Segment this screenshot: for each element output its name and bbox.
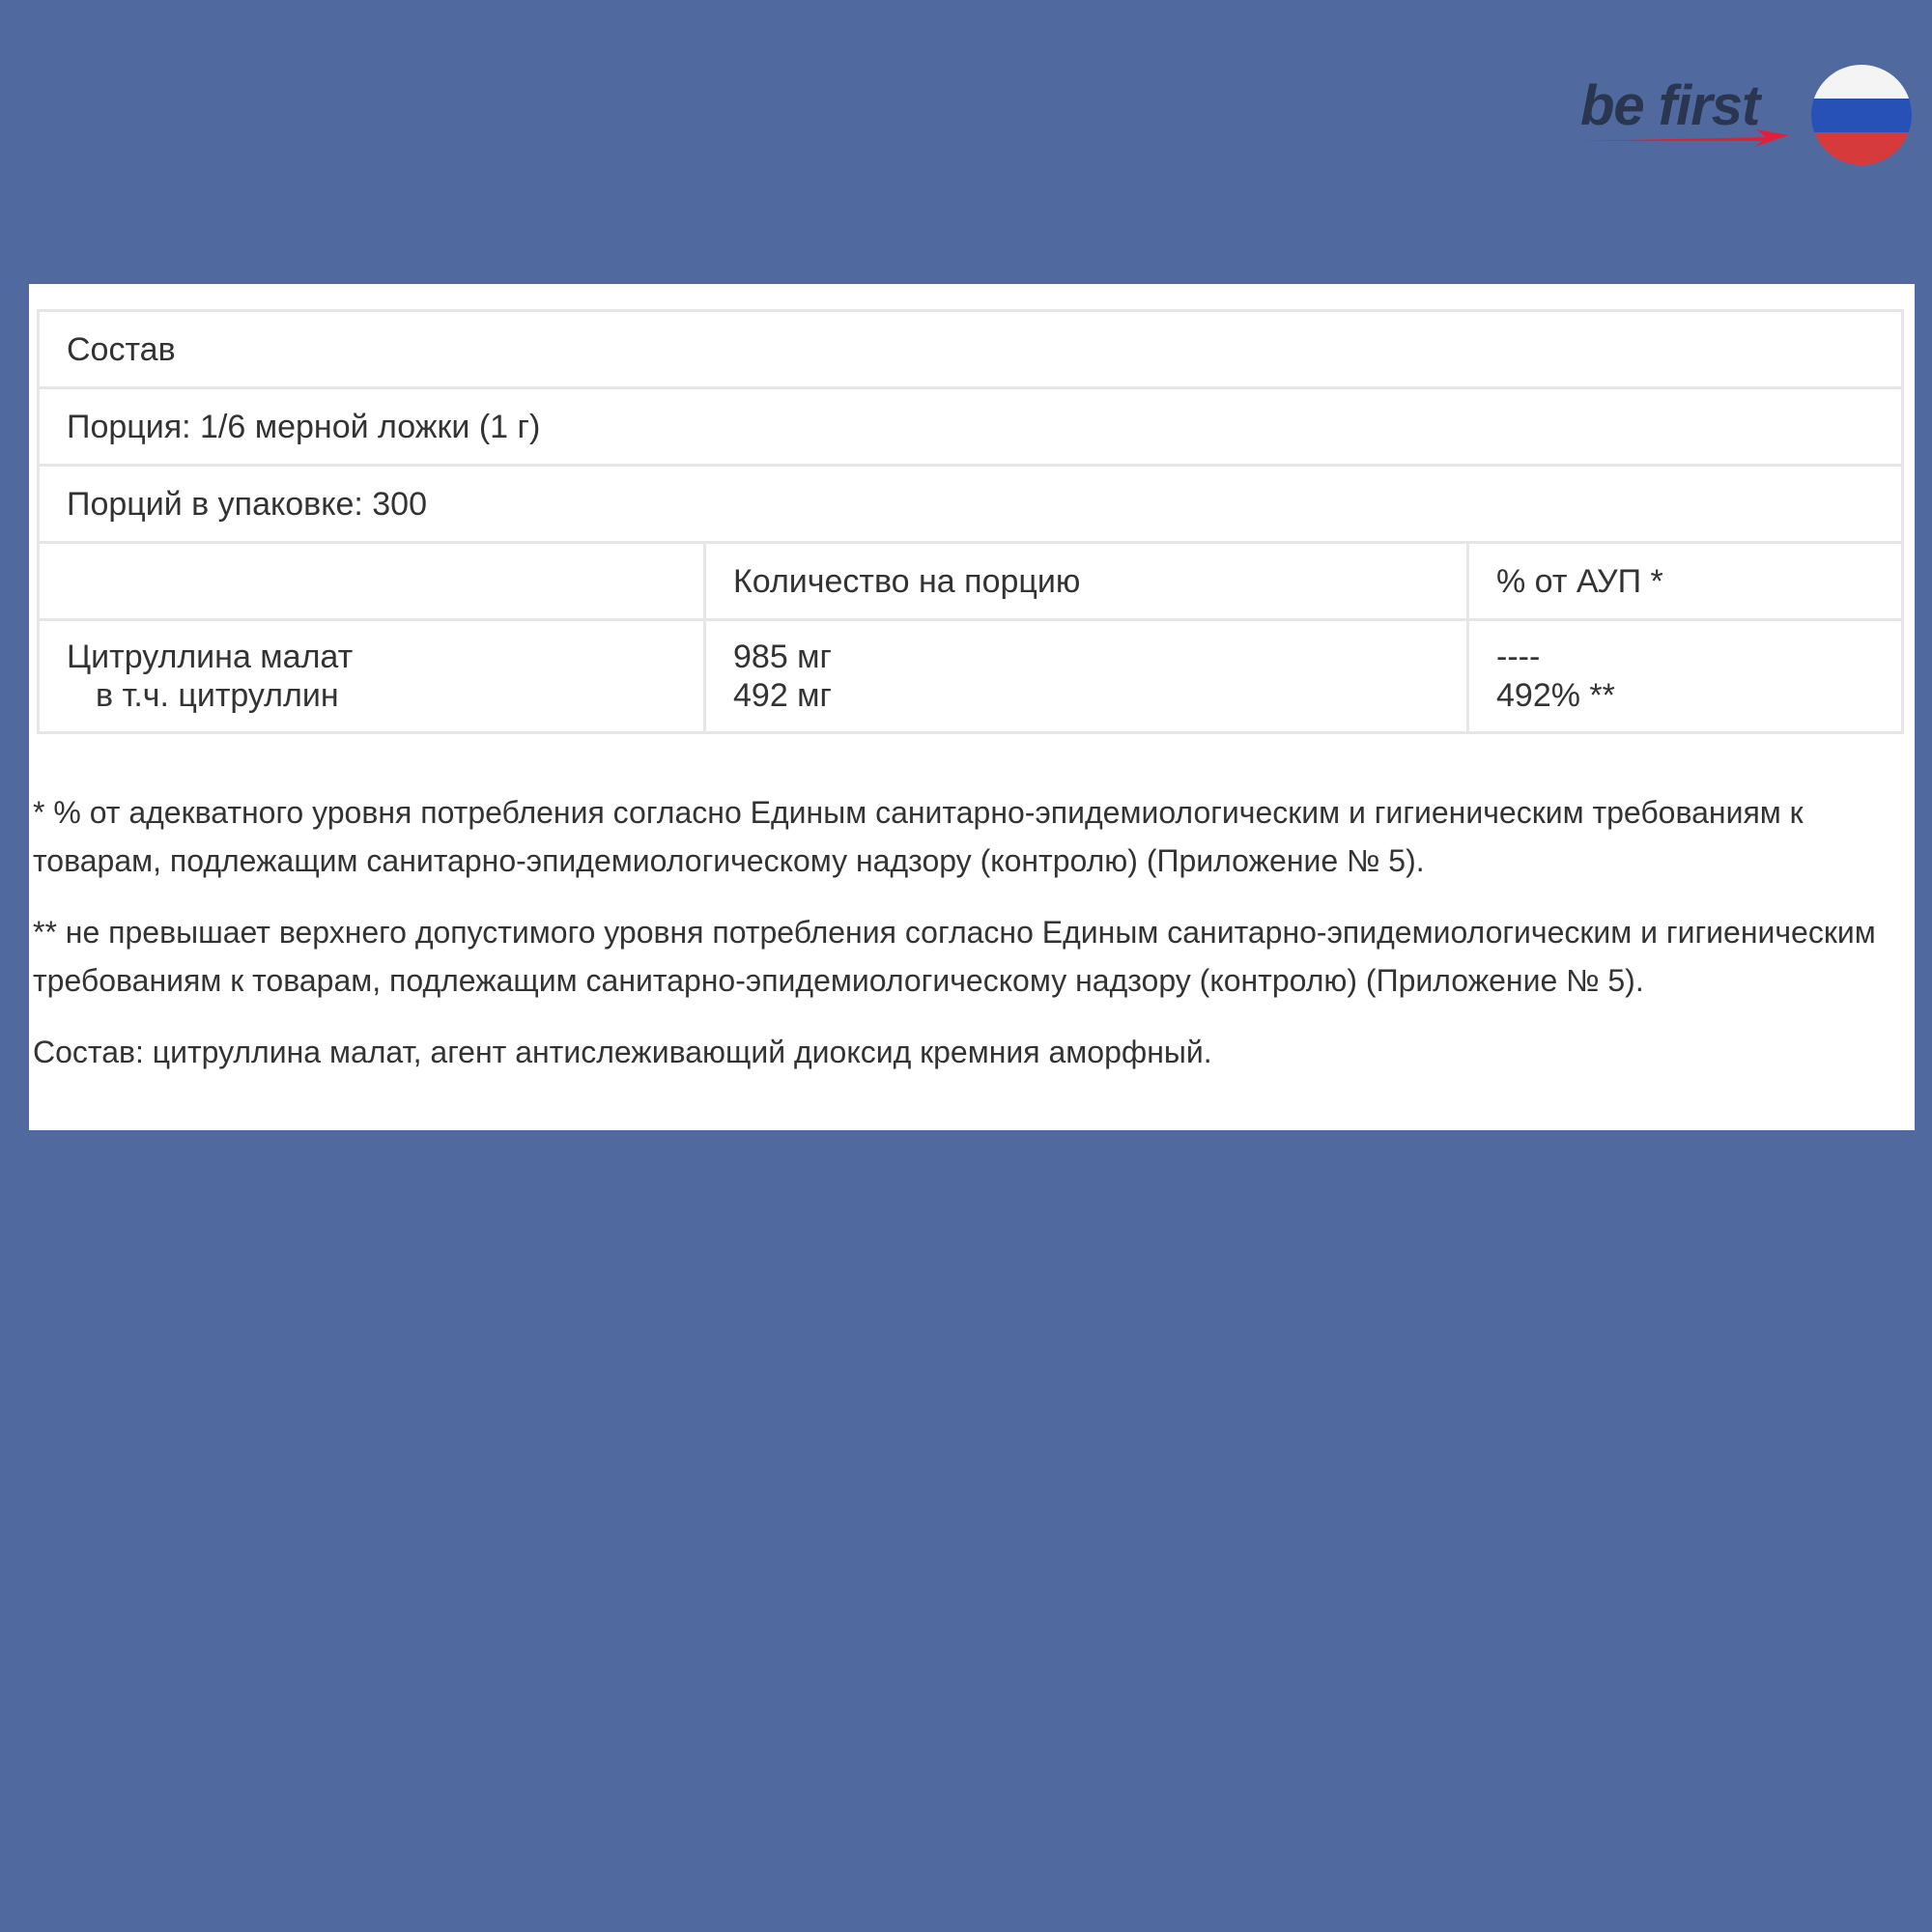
table-row	[39, 466, 1903, 543]
composition-panel	[29, 284, 1915, 1130]
table-row	[39, 388, 1903, 466]
footnote-2: ** не превышает верхнего допустимого уровня потребления согласно Единым санитарно-эпидемиологическим и гигиеническим требованиям к товарам, подлежащим санитарно-эпидемиологическому надзору (контролю) (Приложение № 5).	[33, 915, 1876, 998]
table-row	[39, 620, 1903, 733]
ingredient-percent: ----	[1496, 639, 1541, 675]
ingredient-subpercent: 492% **	[1496, 677, 1615, 714]
serving-size: Порция: 1/6 мерной ложки (1 г)	[39, 388, 1903, 466]
brand-logo	[1575, 64, 1913, 166]
amount-cell	[705, 620, 1468, 733]
ingredient-amount: 985 мг	[733, 639, 832, 675]
percent-cell	[1468, 620, 1903, 733]
table-row	[39, 311, 1903, 388]
ingredient-name: Цитруллина малат	[67, 639, 354, 675]
header-empty	[39, 543, 705, 620]
composition-table	[37, 309, 1904, 734]
footnotes	[33, 788, 1907, 1099]
swoosh-icon	[1577, 120, 1789, 149]
russian-flag-icon	[1810, 64, 1913, 166]
servings-per-pack: Порций в упаковке: 300	[39, 466, 1903, 543]
ingredient-subamount: 492 мг	[733, 677, 832, 714]
table-header-row	[39, 543, 1903, 620]
header-amount: Количество на порцию	[705, 543, 1468, 620]
ingredient-cell	[39, 620, 705, 733]
table-title: Состав	[39, 311, 1903, 388]
footnote-1: * % от адекватного уровня потребления согласно Единым санитарно-эпидемиологическим и гигиеническим требованиям к товарам, подлежащим санитарно-эпидемиологическому надзору (контролю) (Приложение № 5).	[33, 795, 1804, 878]
ingredient-subname: в т.ч. цитруллин	[96, 677, 339, 714]
composition-text: Состав: цитруллина малат, агент антислеживающий диоксид кремния аморфный.	[33, 1035, 1212, 1069]
header-percent: % от АУП *	[1468, 543, 1903, 620]
logo-text: be first	[1580, 74, 1760, 137]
